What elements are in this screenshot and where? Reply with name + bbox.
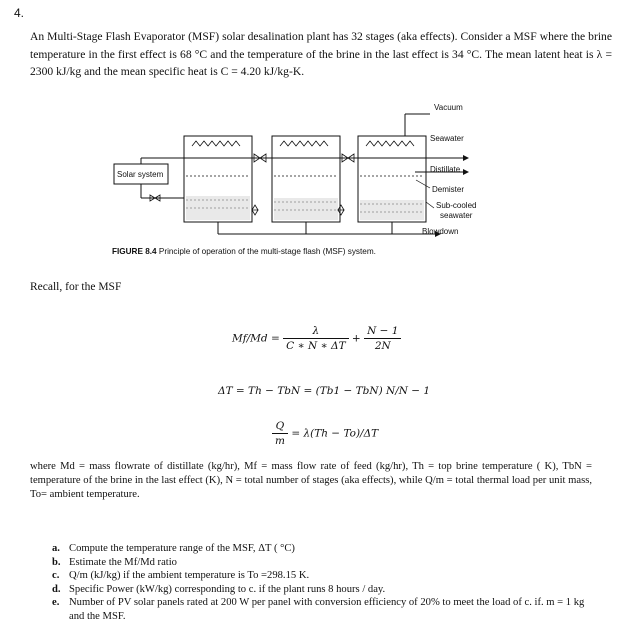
equation-ratio [232, 325, 401, 352]
eq1-den1: C ∗ N ∗ ΔT [286, 340, 346, 352]
label-distillate: Distillate [430, 165, 461, 174]
caption-number: FIGURE 8.4 [112, 247, 157, 256]
eq1-plus: + [351, 332, 361, 345]
label-subcooled-1: Sub-cooled [436, 201, 477, 210]
caption-text: Principle of operation of the multi-stage flash (MSF) system. [158, 247, 376, 256]
variable-definitions: where Md = mass flowrate of distillate (kg/hr), Mf = mass flow rate of feed (kg/hr), Th = top brine temperature ( K), TbN = temperature of the brine in the last effect (K), N = total number of stages (aka effects), while Q/m = total thermal load per unit mass, To= ambient temperature. [30, 461, 592, 500]
problem-statement: An Multi-Stage Flash Evaporator (MSF) solar desalination plant has 32 stages (aka effects). Consider a MSF where the brine temperature in the first effect is 68 °C and the temperature of the brine in the last effect is 34 °C. The mean latent heat is λ = 2300 kJ/kg and the mean specific heat is C = 4.20 kJ/kg-K. [30, 30, 612, 78]
label-demister: Demister [432, 185, 465, 194]
figure-caption [112, 247, 376, 256]
eq1-lhs: Mf/Md = [232, 332, 280, 345]
eq1-den2: 2N [374, 340, 391, 352]
task-item: d. Specific Power (kW/kg) corresponding to c. if the plant runs 8 hours / day. [52, 583, 386, 595]
label-blowdown: Blowdown [422, 227, 459, 236]
label-subcooled-2: seawater [440, 211, 473, 220]
task-item: e. Number of PV solar panels rated at 200 W per panel with conversion efficiency of 20% to meet the load of c. if. m = 1 kg and the MSF. [52, 597, 585, 622]
stage-2 [272, 136, 340, 222]
eq3-den: m [275, 435, 285, 447]
eq1-num2: N − 1 [364, 325, 401, 339]
eq3-rhs: = λ(Th − To)/ΔT [291, 427, 379, 440]
equation-delta-t: ΔT = Th − TbN = (Tb1 − TbN) N/N − 1 [218, 385, 431, 397]
label-seawater: Seawater [430, 134, 464, 143]
stage-1 [184, 136, 252, 222]
msf-diagram [0, 96, 628, 246]
eq3-num: Q [272, 420, 288, 434]
task-item: a. Compute the temperature range of the MSF, ΔT ( °C) [52, 543, 295, 554]
equation-thermal-load [272, 420, 378, 447]
question-number: 4. [14, 6, 25, 20]
task-list [52, 542, 600, 623]
task-item: c. Q/m (kJ/kg) if the ambient temperature is To =298.15 K. [52, 570, 310, 581]
eq1-num1: λ [283, 325, 348, 339]
task-item: b. Estimate the Mf/Md ratio [52, 556, 177, 568]
recall-text: Recall, for the MSF [30, 281, 122, 293]
label-solar-system: Solar system [117, 170, 164, 179]
stage-3 [358, 136, 426, 222]
label-vacuum: Vacuum [434, 103, 463, 112]
